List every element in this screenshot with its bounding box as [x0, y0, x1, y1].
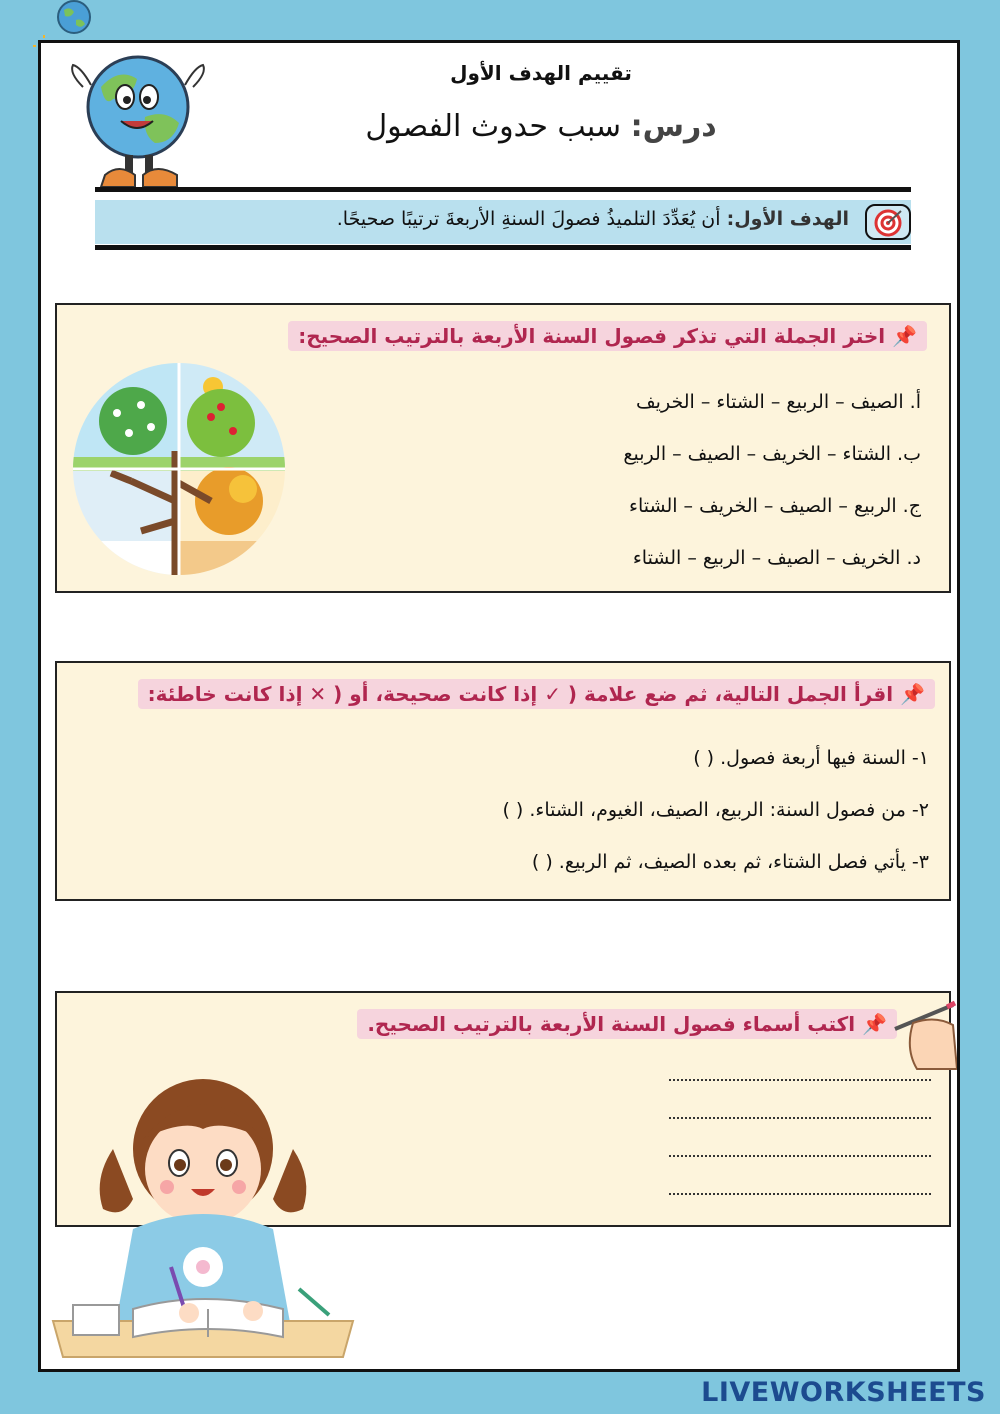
statement-1[interactable]: ١- السنة فيها أربعة فصول. ( ): [693, 747, 929, 769]
option-d[interactable]: د. الخريف – الصيف – الربيع – الشتاء: [632, 547, 921, 569]
lesson-title: [291, 109, 791, 144]
four-seasons-tree-illustration: [71, 361, 287, 577]
target-icon: [867, 206, 909, 238]
top-divider: [95, 187, 911, 192]
lesson-label: درس:: [630, 109, 717, 144]
option-c[interactable]: ج. الربيع – الصيف – الخريف – الشتاء: [629, 495, 921, 517]
bottom-divider: [95, 245, 911, 250]
answer-line-4[interactable]: [669, 1193, 931, 1195]
question-1-instruction: 📌 اختر الجملة التي تذكر فصول السنة الأربعة بالترتيب الصحيح:: [288, 321, 927, 351]
answer-line-2[interactable]: [669, 1117, 931, 1119]
liveworksheets-logo[interactable]: [701, 1377, 986, 1408]
option-b[interactable]: ب. الشتاء – الخريف – الصيف – الربيع: [623, 443, 921, 465]
goal-label: الهدف الأول:: [726, 208, 849, 230]
globe-mascot-illustration: [53, 47, 223, 197]
statement-3[interactable]: ٣- يأتي فصل الشتاء، ثم بعده الصيف، ثم الربيع. ( ): [531, 851, 929, 873]
goal-text: أن يُعَدِّدَ التلميذُ فصولَ السنةِ الأربعةَ ترتيبًا صحيحًا.: [336, 208, 721, 230]
answer-line-3[interactable]: [669, 1155, 931, 1157]
question-3-instruction: 📌 اكتب أسماء فصول السنة الأربعة بالترتيب الصحيح.: [357, 1009, 897, 1039]
assessment-title: تقييم الهدف الأول: [450, 61, 632, 85]
goal-statement: [337, 208, 849, 230]
answer-line-1[interactable]: [669, 1079, 931, 1081]
girl-studying-illustration: [43, 1059, 373, 1371]
target-badge: [865, 204, 911, 240]
question-2-instruction: 📌 اقرأ الجمل التالية، ثم ضع علامة ( ✓ إذا كانت صحيحة، أو ( ✕ إذا كانت خاطئة:: [138, 679, 935, 709]
worksheet-page: [38, 40, 960, 1372]
mini-globe-icon: [52, 0, 96, 38]
hand-pencil-illustration: [891, 993, 957, 1073]
logo-text: LIVEWORKSHEETS: [701, 1377, 986, 1408]
question-2-section: [55, 661, 951, 901]
lesson-name: سبب حدوث الفصول: [365, 109, 622, 144]
question-1-section: [55, 303, 951, 593]
goal-bar: [95, 200, 911, 244]
option-a[interactable]: أ. الصيف – الربيع – الشتاء – الخريف: [636, 391, 921, 413]
statement-2[interactable]: ٢- من فصول السنة: الربيع، الصيف، الغيوم، الشتاء. ( ): [502, 799, 929, 821]
